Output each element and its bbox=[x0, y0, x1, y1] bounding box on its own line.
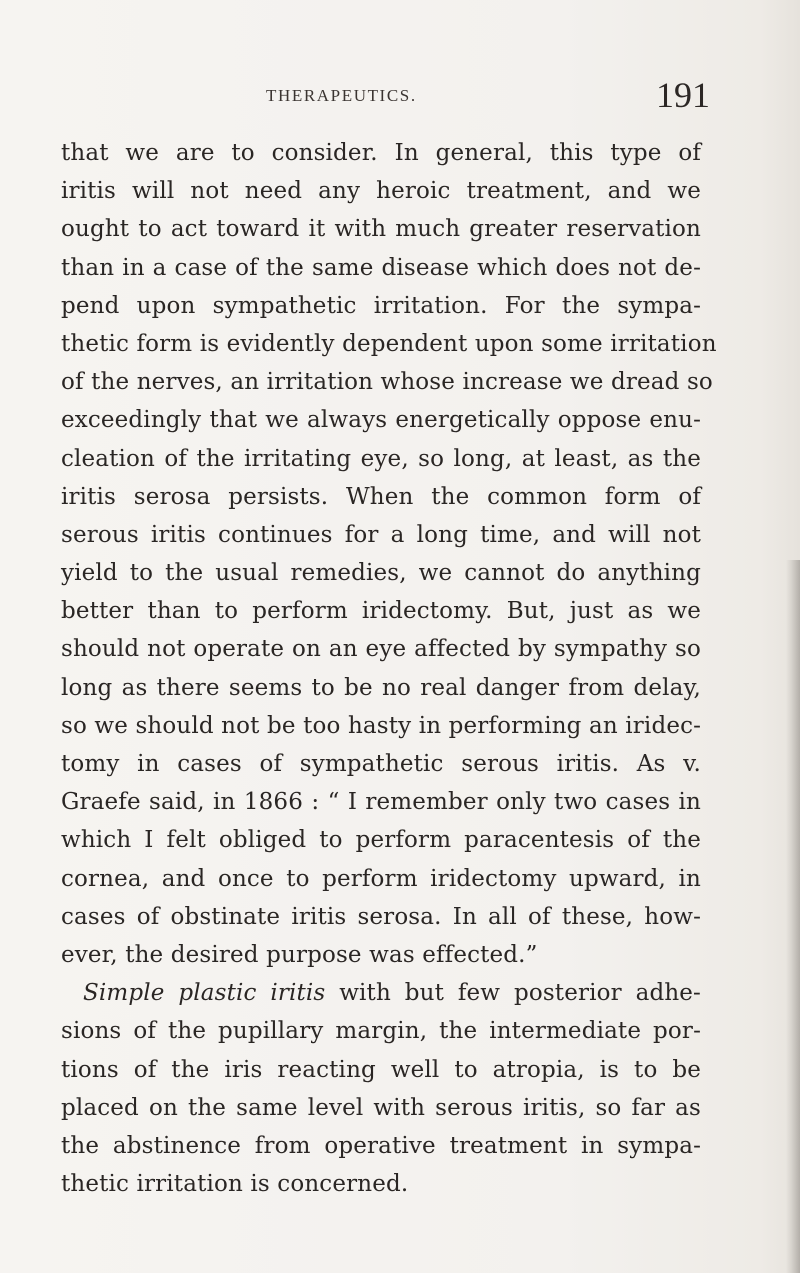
text-line: so we should not be too hasty in performing an iridec- bbox=[61, 712, 702, 739]
running-head: THERAPEUTICS. bbox=[266, 86, 417, 105]
text-line: tions of the iris reacting well to atropia, is to be bbox=[61, 1056, 701, 1083]
text-line: better than to perform iridectomy. But, just as we bbox=[61, 598, 701, 625]
italic-term: Simple plastic iritis bbox=[83, 980, 326, 1007]
paragraph-start-line bbox=[61, 974, 701, 1012]
text-line: of the nerves, an irritation whose increase we dread so bbox=[61, 369, 713, 396]
text-line: exceedingly that we always energetically oppose enu- bbox=[61, 407, 701, 434]
text-line: ought to act toward it with much greater reservation bbox=[61, 216, 701, 243]
text-line: serous iritis continues for a long time, and will not bbox=[61, 521, 701, 548]
text-line: yield to the usual remedies, we cannot do anything bbox=[61, 560, 701, 587]
text-line: pend upon sympathetic irritation. For the sympa- bbox=[61, 292, 701, 319]
text-line: the abstinence from operative treatment in sympa- bbox=[61, 1132, 701, 1159]
page-number: 191 bbox=[656, 75, 710, 115]
text-line: ever, the desired purpose was effected.” bbox=[61, 941, 538, 968]
text-line: should not operate on an eye affected by sympathy so bbox=[61, 636, 701, 663]
text-line: which I felt obliged to perform paracentesis of the bbox=[61, 827, 701, 854]
text-line: placed on the same level with serous iritis, so far as bbox=[61, 1094, 701, 1121]
text-line: Graefe said, in 1866 : “ I remember only two cases in bbox=[61, 789, 701, 816]
text-line: iritis serosa persists. When the common form of bbox=[61, 483, 701, 510]
text-line: thetic irritation is concerned. bbox=[61, 1171, 409, 1198]
text-line: that we are to consider. In general, this type of bbox=[61, 140, 701, 166]
text-line: than in a case of the same disease which does not de- bbox=[61, 254, 701, 281]
body-text bbox=[61, 134, 717, 1203]
text-line: cases of obstinate iritis serosa. In all of these, how- bbox=[61, 903, 701, 930]
text-fragment: with but few posterior adhe- bbox=[325, 980, 701, 1007]
page-edge-shadow bbox=[786, 560, 800, 1273]
text-line: iritis will not need any heroic treatment, and we bbox=[61, 178, 701, 205]
text-line: cleation of the irritating eye, so long, at least, as the bbox=[61, 445, 701, 472]
page-header bbox=[0, 74, 800, 124]
text-line: sions of the pupillary margin, the intermediate por- bbox=[61, 1018, 701, 1045]
text-line: tomy in cases of sympathetic serous iritis. As v. bbox=[61, 751, 701, 777]
text-line: long as there seems to be no real danger from delay, bbox=[61, 674, 701, 701]
text-line: thetic form is evidently dependent upon some irritation bbox=[61, 330, 717, 357]
text-line: cornea, and once to perform iridectomy upward, in bbox=[61, 865, 701, 892]
